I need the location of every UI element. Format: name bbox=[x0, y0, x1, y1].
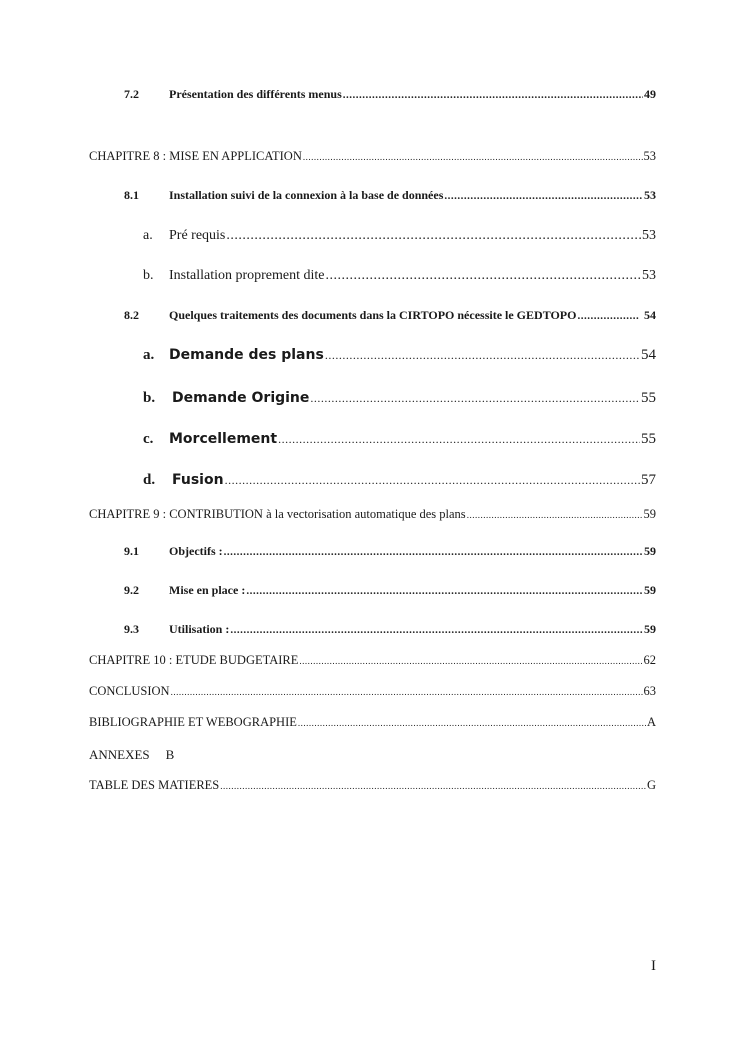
subsection-letter: b. bbox=[143, 390, 156, 406]
page-number: G bbox=[646, 778, 656, 792]
section-title: Présentation des différents menus bbox=[169, 87, 342, 101]
page-number: 55 bbox=[641, 431, 656, 447]
toc-entry-annexes[interactable] bbox=[0, 747, 745, 767]
dot-leader bbox=[246, 583, 643, 598]
toc-entry-9-3[interactable] bbox=[0, 622, 745, 642]
section-title: Utilisation : bbox=[169, 622, 230, 636]
page-number: A bbox=[646, 715, 656, 729]
dot-leader bbox=[343, 87, 643, 102]
dot-leader bbox=[299, 653, 642, 668]
footer-page-number: I bbox=[651, 958, 656, 974]
section-number: 7.2 bbox=[124, 87, 139, 101]
page-number: 49 bbox=[644, 87, 656, 101]
dot-leader bbox=[326, 268, 641, 284]
chapter-title: BIBLIOGRAPHIE ET WEBOGRAPHIE bbox=[89, 715, 297, 729]
subsection-letter: d. bbox=[143, 472, 156, 488]
subsection-title: Pré requis bbox=[169, 228, 226, 243]
dot-leader bbox=[226, 228, 641, 244]
page-number: 53 bbox=[642, 228, 656, 243]
page-number: B bbox=[165, 747, 175, 762]
dot-leader bbox=[171, 684, 643, 699]
subsection-title: Installation proprement dite bbox=[169, 268, 325, 283]
subsection-letter: a. bbox=[143, 347, 155, 363]
chapter-title: CHAPITRE 8 : MISE EN APPLICATION bbox=[89, 149, 302, 163]
page-number: 57 bbox=[641, 472, 656, 488]
toc-entry-8-1-a[interactable] bbox=[0, 228, 745, 248]
toc-entry-8-2-a[interactable] bbox=[0, 347, 745, 367]
section-number: 8.1 bbox=[124, 188, 139, 202]
dot-leader bbox=[230, 622, 643, 637]
dot-leader bbox=[467, 507, 643, 522]
dot-leader bbox=[310, 390, 640, 407]
chapter-title: ANNEXES bbox=[89, 747, 150, 762]
dot-leader bbox=[303, 149, 643, 164]
toc-entry-7-2[interactable] bbox=[0, 87, 745, 107]
page-number: 59 bbox=[644, 622, 656, 636]
dot-leader bbox=[224, 544, 643, 559]
toc-entry-8-2-b[interactable] bbox=[0, 390, 745, 410]
subsection-letter: c. bbox=[143, 431, 154, 447]
dot-leader bbox=[444, 188, 643, 203]
chapter-title: CHAPITRE 10 : ETUDE BUDGETAIRE bbox=[89, 653, 299, 667]
page-number: 54 bbox=[644, 308, 656, 322]
chapter-title: CONCLUSION bbox=[89, 684, 170, 698]
dot-leader bbox=[278, 431, 640, 448]
page-number: 54 bbox=[641, 347, 656, 363]
subsection-title: Demande Origine bbox=[172, 390, 310, 406]
dot-leader bbox=[220, 778, 646, 793]
toc-entry-conclusion[interactable] bbox=[0, 684, 745, 704]
chapter-title: CHAPITRE 9 : CONTRIBUTION à la vectorisation automatique des plans bbox=[89, 507, 466, 521]
page-number: 62 bbox=[643, 653, 656, 667]
section-number: 8.2 bbox=[124, 308, 139, 322]
subsection-letter: b. bbox=[143, 268, 154, 283]
subsection-title: Fusion bbox=[172, 472, 224, 488]
page-number: 53 bbox=[643, 149, 656, 163]
toc-entry-8-2-c[interactable] bbox=[0, 431, 745, 451]
dot-leader bbox=[325, 347, 640, 364]
section-title: Objectifs : bbox=[169, 544, 223, 558]
page-number: 55 bbox=[641, 390, 656, 406]
page-number: 53 bbox=[644, 188, 656, 202]
toc-entry-chapter-8[interactable] bbox=[0, 149, 745, 169]
section-number: 9.3 bbox=[124, 622, 139, 636]
toc-entry-8-2-d[interactable] bbox=[0, 472, 745, 492]
toc-entry-8-1-b[interactable] bbox=[0, 268, 745, 288]
toc-entry-8-2[interactable] bbox=[0, 308, 745, 328]
page-number: 53 bbox=[642, 268, 656, 283]
section-title: Quelques traitements des documents dans la CIRTOPO nécessite le GEDTOPO bbox=[169, 308, 577, 322]
chapter-title: TABLE DES MATIERES bbox=[89, 778, 220, 792]
dot-leader bbox=[577, 308, 639, 323]
dot-leader bbox=[298, 715, 646, 730]
toc-entry-chapter-9[interactable] bbox=[0, 507, 745, 527]
toc-entry-table-des-matieres[interactable] bbox=[0, 778, 745, 798]
section-number: 9.2 bbox=[124, 583, 139, 597]
page-number: 59 bbox=[644, 583, 656, 597]
toc-entry-9-2[interactable] bbox=[0, 583, 745, 603]
dot-leader bbox=[225, 472, 640, 489]
toc-entry-9-1[interactable] bbox=[0, 544, 745, 564]
toc-entry-chapter-10[interactable] bbox=[0, 653, 745, 673]
toc-entry-bibliographie[interactable] bbox=[0, 715, 745, 735]
page-number: 63 bbox=[643, 684, 656, 698]
toc-entry-8-1[interactable] bbox=[0, 188, 745, 208]
page-number: 59 bbox=[643, 507, 656, 521]
subsection-title: Morcellement bbox=[169, 431, 278, 447]
subsection-title: Demande des plans bbox=[169, 347, 324, 363]
section-title: Installation suivi de la connexion à la base de données bbox=[169, 188, 444, 202]
subsection-letter: a. bbox=[143, 228, 153, 243]
section-number: 9.1 bbox=[124, 544, 139, 558]
section-title: Mise en place : bbox=[169, 583, 246, 597]
page-number: 59 bbox=[644, 544, 656, 558]
